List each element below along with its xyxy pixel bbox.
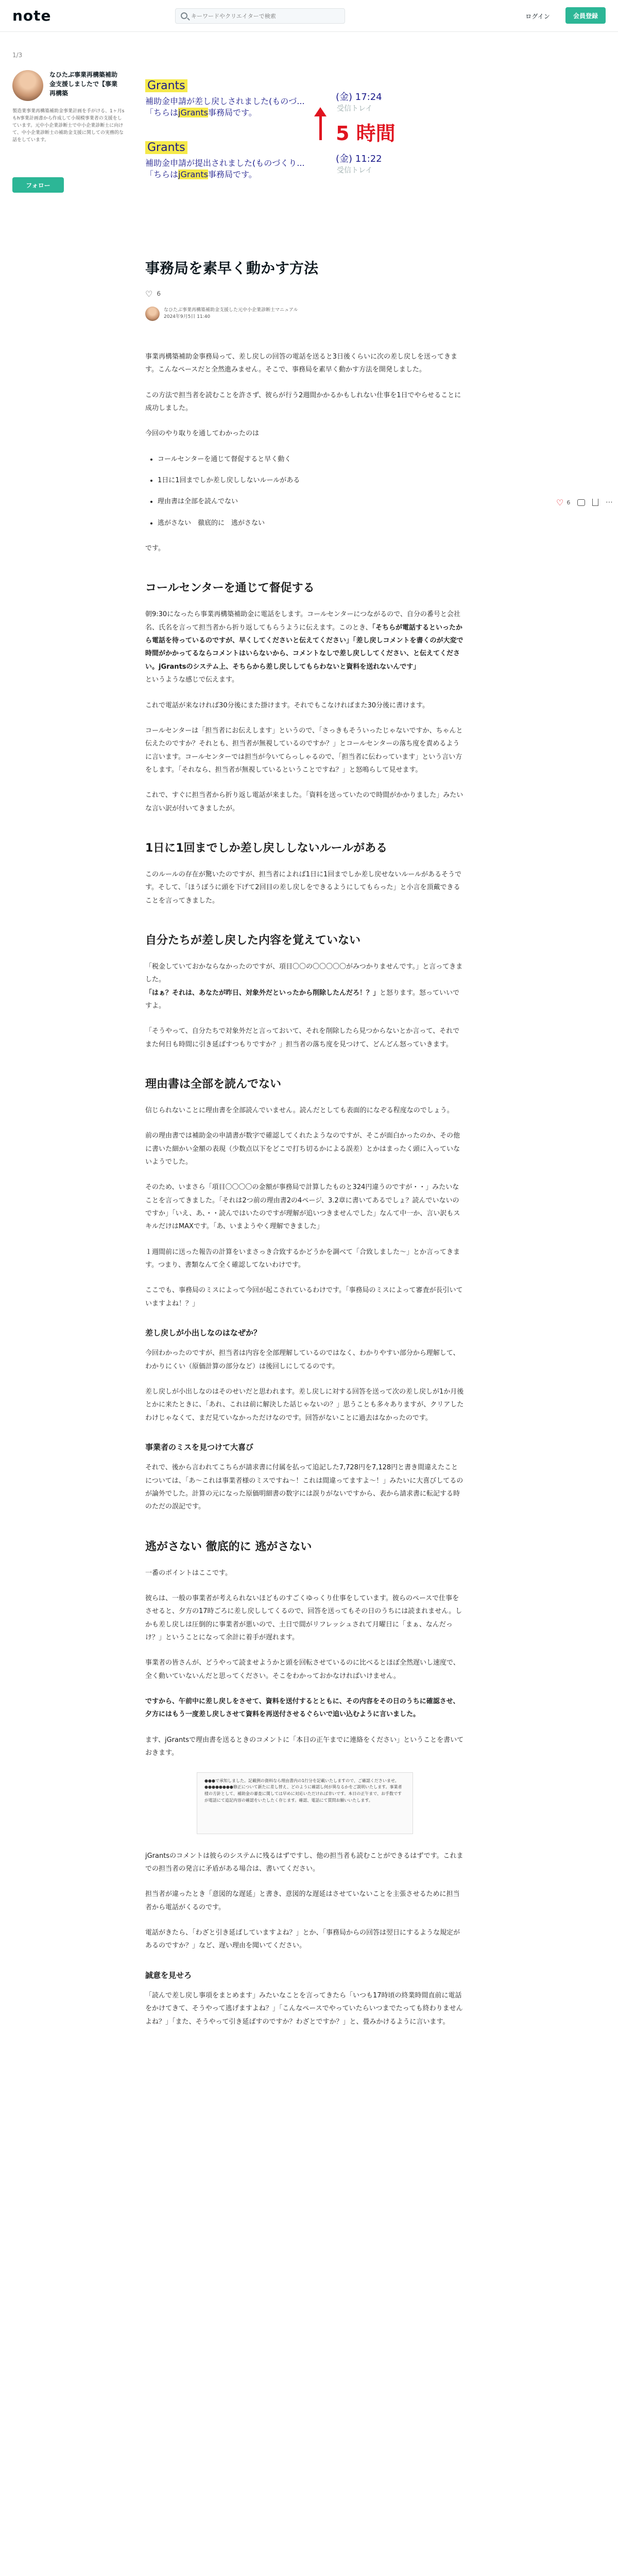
paragraph: 「税金していておかならなかったのですが、項目〇〇の〇〇〇〇〇がみつかりませんです。」と言ってきました。 「はぁ？それは、あなたが昨日、対象外だといったから削除したんだろ！？」と怒ります。怒っていいですよ。 — [145, 962, 463, 1010]
subsection-heading: 差し戻しが小出しなのはなぜか？ — [145, 1328, 262, 1338]
paragraph: 一番のポイントはここです。 — [145, 1569, 232, 1577]
mail-folder: 受信トレイ — [337, 166, 373, 175]
floating-actions — [556, 495, 613, 510]
search-box[interactable] — [175, 8, 345, 24]
paragraph: 彼らは、一般の事業者が考えられないほどものすごくゆっくり仕事をしています。彼らのペースで仕事をさせると、夕方の17時ごろに差し戻ししてくるので、回答を送ってもその日のうちには読まれません。しかも差し戻しは圧倒的に事業者が悪いので、土日で間がリフレッシュされて月曜日に「まぁ、なんだっけ？」ということになって余計に着手が遅れます。 — [145, 1595, 462, 1642]
note-logo[interactable]: note — [12, 7, 52, 24]
paragraph: ここでも、事務局のミスによって今回が起こされているわけです。「事務局のミスによって審査が長引いていますよね！？」 — [145, 1286, 463, 1308]
mail-date: (金) 17:24 — [336, 92, 382, 103]
follow-button[interactable]: フォロー — [12, 177, 64, 193]
creator-sidebar — [12, 52, 126, 193]
paragraph: このルールの存在が驚いたのですが、担当者によれば1日に1回までしか差し戻せないルールがあるそうです。そして、「ほうぼうに頭を下げて2回目の差し戻しをできるようにしてもらった」と小言を頂戴できることを言ってきました。 — [145, 870, 462, 905]
up-arrow-icon — [315, 107, 325, 139]
author-row[interactable] — [145, 305, 465, 323]
elapsed-hours-label: 5 時間 — [336, 122, 396, 145]
signup-button[interactable]: 会員登録 — [565, 7, 606, 24]
paragraph: 朝9:30になったら事業再構築補助金に電話をします。コールセンターにつながるので、自分の番号と会社名、氏名を言って担当者から折り返してもらうように伝えます。このとき、「そちらが電話するといったから電話を待っているのですが、早くしてくださいと伝えてください」「差し戻しコメントを書くのが大変で時間がかかってるならコメントはいらないから、コメントなしで差し戻ししてください、と伝えてください。jGrantsのシステム上、そちらから差し戻ししてもらわないと資料を送れないんです」 というような感じで伝えます。 — [145, 611, 464, 684]
paragraph: 担当者が違ったとき「意図的な遅延」と書き、意図的な遅延はさせていないことを主張させるために担当者から電話がくるのです。 — [145, 1890, 460, 1911]
heart-icon[interactable]: ♡ — [145, 289, 153, 299]
list-item: • 1日に1回までしか差し戻ししないルールがある — [158, 474, 465, 487]
search-icon — [181, 12, 187, 19]
comment-icon[interactable] — [577, 499, 585, 506]
mail-row-returned — [145, 77, 462, 117]
section-heading: 1日に1回までしか差し戻ししないルールがある — [145, 841, 388, 855]
creator-bio: 製造業事業再構築補助金事業計画を手がける、1ヶ月sもh事業計画書から作成して小規模事業者の支援をしています。元中小企業診断士で中小企業診断士に向けて、中小企業診断士の補助金支援に関しての実務的な話をしています。 — [12, 109, 125, 143]
section-heading: 逃がさない 徹底的に 逃がさない — [145, 1540, 312, 1553]
subsection-heading: 事業者のミスを見つけて大喜び — [145, 1443, 254, 1452]
paragraph: 信じられないことに理由書を全部読んでいません。読んだとしても表面的になぞる程度なのでしょう。 — [145, 1107, 454, 1114]
author-avatar[interactable] — [145, 307, 160, 321]
mail-folder: 受信トレイ — [337, 105, 373, 113]
summary-list — [158, 453, 465, 530]
section-heading: 自分たちが差し戻した内容を覚えていない — [145, 934, 361, 947]
search-input[interactable] — [191, 9, 340, 23]
article-title: 事務局を素早く動かす方法 — [145, 260, 319, 277]
creator-profile[interactable] — [12, 70, 126, 101]
sidebar-pagination: 1/3 — [12, 52, 23, 59]
paragraph: ですから、午前中に差し戻しをさせて、資料を送付するとともに、その内容をその日のうちに確認させ、夕方にはもう一度差し戻しさせて資料を再送付させるぐらいで追い込むように言いました。 — [145, 1698, 460, 1719]
top-header — [0, 0, 618, 32]
mail-preview: 「ちらはjGrants事務局です。 — [145, 170, 257, 179]
share-icon[interactable] — [592, 499, 598, 506]
paragraph: 前の理由書では補助金の申請書が数字で確認してくれたようなのですが、そこが面白かったのか、その他に書いた細かい金額の表現（少数点以下をどこで打ち切るかによる誤差）とかはまったく頭に入っていないようでした。 — [145, 1132, 460, 1166]
login-button[interactable]: ログイン — [520, 8, 555, 24]
paragraph: 今回わかったのですが、担当者は内容を全部理解しているのではなく、わかりやすい部分から理解して、わかりにくい（原価計算の部分など）は後回しにしてるのです。 — [145, 1349, 460, 1370]
like-count: 6 — [157, 290, 161, 297]
mail-subject: 補助金申請が提出されました(ものづくり... — [145, 158, 305, 168]
paragraph: そのため、いまさら「項目〇〇〇〇の金額が事務局で計算したものと324円違うのですが・・」みたいなことを言ってきました。「それは2つ前の理由書2の4ページ、3.2章に書いてあるでしょ？読んでいないのですか」「いえ、あ、・・読んではいたのですが理解が追いつきませんでした」なんて中一か、言い訳もスキルだけはMAXです。「あ、いまようやく理解できました」 — [145, 1183, 460, 1231]
mail-preview: 「ちらはjGrants事務局です。 — [145, 108, 257, 117]
more-icon[interactable]: ⋯ — [606, 498, 613, 506]
paragraph: 「読んで差し戻し事項をまとめます」みたいなことを言ってきたら「いつも17時頃の終業時間直前に電話をかけてきて、そうやって逃げますよね？」「こんなペースでやっていたらいつまでたっても終わりませんよね？」「また、そうやって引き延ばすのですか？わざとですか？」と、畳みかけるように言います。 — [145, 1991, 463, 2026]
paragraph: です。 — [145, 545, 165, 553]
publish-date: 2024年9月5日 11:40 — [164, 314, 211, 319]
article-likes[interactable] — [145, 289, 465, 299]
like-heart-icon[interactable]: ♡ — [556, 497, 564, 507]
like-count: 6 — [566, 499, 571, 506]
author-meta — [164, 307, 298, 321]
mail-sender-tag: Grants — [145, 79, 187, 92]
creator-name[interactable]: なひたぶ事業再構築補助金支援しましたで【事業再構築 — [49, 71, 118, 97]
section-heading: コールセンターを通じて督促する — [145, 582, 315, 595]
embedded-comment-image[interactable]: ●●●で承知しました。記載例の資料なら理由書内の1行分を記載いたしますので、ご確認くださいませ。●●●●●●●●修正について新たに差し替え、どのように確認し何が異なるかをご説明いたします。事業者様の方針として、補助金の審査に関しては早めに対応いただければ幸いです。本日の正午まで、お手数ですが電話にて追記内容の確認をいたしたく存じます。確認、電話にて質問お願いいたします。 — [197, 1772, 413, 1834]
paragraph: 差し戻しが小出しなのはそのせいだと思われます。差し戻しに対する回答を送って次の差し戻しが1か月後とかに来たときに、「あれ、これは前に解決した話じゃないの？」思うことも多々ありますが、クリアしたわけじゃなくて、まだ見ていなかっただけなのです。回答がないことに過去はなかったのです。 — [145, 1388, 464, 1422]
paragraph: jGrantsのコメントは彼らのシステムに残るはずですし、他の担当者も読むことができるはずです。これまでの担当者の発言に矛盾がある場合は、書いてください。 — [145, 1852, 464, 1873]
list-item: • 理由書は全部を読んでない — [158, 495, 465, 508]
mail-sender-tag: Grants — [145, 141, 187, 154]
paragraph: 電話がきたら、「わざと引き延ばしていますよね？」とか、「事務局からの回答は翌日にするような規定があるのですか？」など、遅い理由を聞いてください。 — [145, 1928, 460, 1950]
list-item: • 逃がさない 徹底的に 逃がさない — [158, 517, 465, 530]
creator-avatar[interactable] — [12, 70, 43, 101]
hero-image — [145, 77, 462, 178]
list-item: • コールセンターを通じて督促すると早く動く — [158, 453, 465, 466]
mail-date: (金) 11:22 — [336, 154, 382, 164]
mail-row-submitted — [145, 139, 462, 179]
paragraph: 事業者の皆さんが、どうやって読ませようかと頭を回転させているのに比べるとほぼ全然遅いし速度で、全く動いていないんだと思ってください。そこをわかっておかなければいけません。 — [145, 1659, 460, 1680]
paragraph: コールセンターは「担当者にお伝えします」というので、「さっきもそういったじゃないですか、ちゃんと伝えたのですか？それとも、担当者が無視しているのですか？」とコールセンターの落ち度を責めるように言います。コールセンターでは担当が今いてらっしゃるので、「担当者に伝わっています」という言い方をします。「それなら、担当者が無視しているということですね？」と怒鳴らして見せます。 — [145, 726, 463, 774]
subsection-heading: 誠意を見せろ — [145, 1970, 192, 1980]
article-body — [145, 350, 465, 2028]
paragraph: 今回のやり取りを通してわかったのは — [145, 430, 260, 438]
section-heading: 理由書は全部を読んでない — [145, 1078, 282, 1091]
paragraph: この方法で担当者を読むことを許さず、彼らが行う2週間かかるかもしれない仕事を1日でやらせることに成功しました。 — [145, 391, 461, 413]
paragraph: これで、すぐに担当者から折り返し電話が来ました。「資料を送っていたので時間がかかりました」みたいな言い訳が付いてきましたが。 — [145, 791, 464, 812]
paragraph: 事業再構築補助金事務局って、差し戻しの回答の電話を送ると3日後くらいに次の差し戻しを送ってきます。こんなペースだと全然進みません。そこで、事務局を素早く動かす方法を開発しました。 — [145, 353, 458, 374]
paragraph: それで、後から言われてこちらが請求書に付属を払って追記した7,728円を7,128円と書き間違えたことについては、「あ〜これは事業者様のミスですね〜！これは間違ってますよ〜！」みたいに大喜びしてるのが論外でした。計算の元になった原価明細書の数字には誤りがないですから、表から請求書に転記する時のただの誤記です。 — [145, 1464, 464, 1511]
mail-subject: 補助金申請が差し戻しされました(ものづ... — [145, 96, 305, 106]
article — [145, 258, 465, 2041]
author-name[interactable]: なひたぶ事業再構築補助金支援した元中小企業診断士マニュアル — [164, 307, 298, 313]
paragraph: これで電話が来なければ30分後にまた掛けます。それでもこなければまた30分後に書けます。 — [145, 701, 430, 709]
paragraph: 「そうやって、自分たちで対象外だと言っておいて、それを削除したら見つからないとか言って、それでまた何日も時間に引き延ばすつもりですか？」担当者の落ち度を見つけて、どんどん怒っていきます。 — [145, 1027, 460, 1048]
paragraph: ます、jGrantsで理由書を送るときのコメントに「本日の正午までに連絡をください」ということを書いておきます。 — [145, 1736, 464, 1757]
paragraph: １週間前に送った報告の計算をいまさっき合致するかどうかを調べて「合致しました〜」とか言ってきます。つまり、書類なんて全く確認してないわけです。 — [145, 1248, 460, 1269]
